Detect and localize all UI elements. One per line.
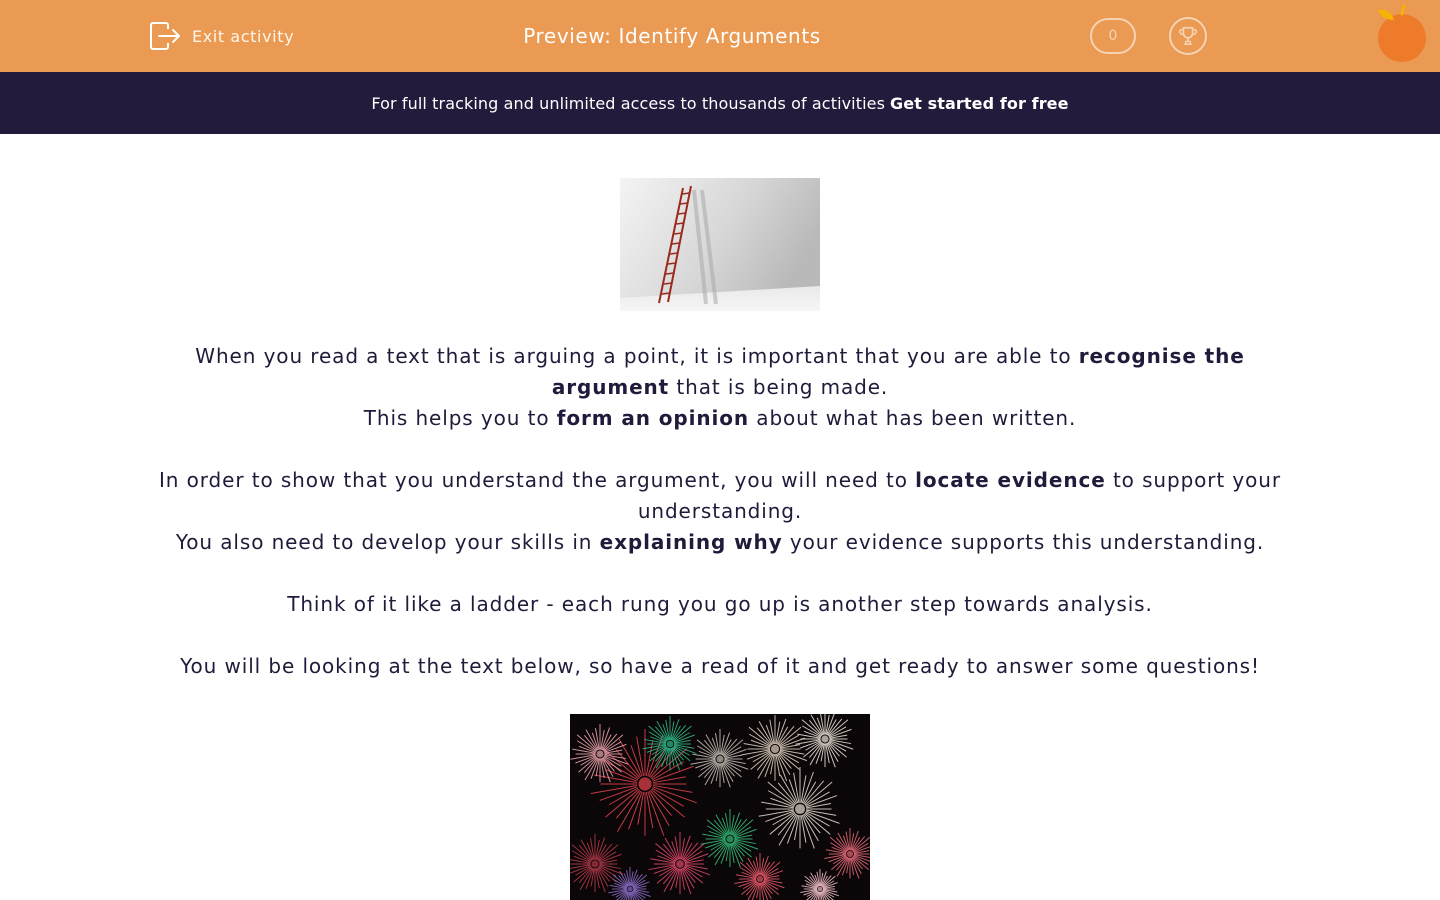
score-counter: 0 [1090, 18, 1136, 54]
bold-recognise-the-argument: recognise the argument [551, 344, 1245, 399]
spacer [150, 558, 1290, 589]
text-span: your evidence supports this understanding. [782, 530, 1265, 554]
fireworks-image [570, 714, 870, 900]
bold-explaining-why: explaining why [599, 530, 783, 554]
paragraph-ladder: Think of it like a ladder - each rung you go up is another step towards analysis. [287, 592, 1153, 616]
spacer [150, 620, 1290, 651]
banner-text: For full tracking and unlimited access to thousands of activities [371, 93, 886, 113]
orange-logo[interactable] [1374, 4, 1430, 62]
text-span: In order to show that you understand the argument, you will need to [158, 468, 916, 492]
ladder-against-wall-image [620, 178, 820, 311]
text-span: that is being made. [669, 375, 889, 399]
text-span: This helps you to [363, 406, 557, 430]
bold-locate-evidence: locate evidence [915, 468, 1106, 492]
paragraph-recognise [150, 341, 1290, 403]
promo-banner [0, 72, 1440, 134]
instructions-text [150, 341, 1290, 682]
spacer [150, 434, 1290, 465]
top-bar [0, 0, 1440, 72]
exit-activity-label: Exit activity [192, 26, 295, 46]
bold-form-an-opinion: form an opinion [556, 406, 750, 430]
orange-logo-icon [1374, 4, 1430, 62]
text-span: When you read a text that is arguing a point, it is important that you are able to [195, 344, 1079, 368]
paragraph-evidence [150, 465, 1290, 527]
text-span: to support your understanding. [637, 468, 1281, 523]
paragraph-explaining [150, 527, 1290, 558]
paragraph-opinion [150, 403, 1290, 434]
paragraph-read-text: You will be looking at the text below, so have a read of it and get ready to answer some questions! [180, 654, 1260, 678]
get-started-link[interactable]: Get started for free [890, 93, 1069, 113]
page-title: Preview: Identify Arguments [523, 24, 821, 48]
trophy-button[interactable] [1169, 17, 1207, 55]
text-span: about what has been written. [749, 406, 1077, 430]
text-span: You also need to develop your skills in [175, 530, 600, 554]
trophy-icon [1177, 25, 1199, 47]
